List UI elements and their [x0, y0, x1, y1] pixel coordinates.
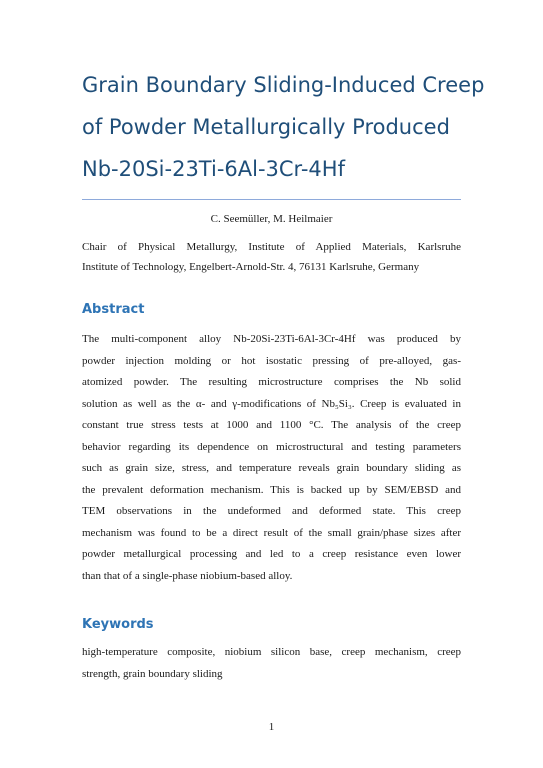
- title-line: of Powder Metallurgically Produced: [82, 115, 450, 139]
- title-line: Grain Boundary Sliding-Induced Creep: [82, 73, 485, 97]
- keywords-heading: Keywords: [82, 617, 154, 632]
- affiliation-line: Chair of Physical Metallurgy, Institute of Applied Materials, Karlsruhe: [82, 241, 461, 253]
- keywords-line: high-temperature composite, niobium silicon base, creep mechanism, creep: [82, 646, 461, 658]
- abstract-body: [82, 329, 461, 587]
- abstract-line: solution as well as the α- and γ-modifications of Nb₅Si₃. Creep is evaluated in: [82, 397, 461, 410]
- abstract-line: atomized powder. The resulting microstructure comprises the Nb solid: [82, 376, 461, 388]
- abstract-line: constant true stress tests at 1000 and 1100 °C. The analysis of the creep: [82, 419, 461, 431]
- abstract-line: than that of a single-phase niobium-based alloy.: [82, 569, 293, 582]
- abstract-line: TEM observations in the undeformed and deformed state. This creep: [82, 505, 461, 517]
- paper-title: [82, 64, 485, 190]
- abstract-line: such as grain size, stress, and temperature reveals grain boundary sliding as: [82, 462, 461, 474]
- abstract-line: the prevalent deformation mechanism. This is backed up by SEM/EBSD and: [82, 483, 461, 496]
- affiliation: [82, 237, 461, 277]
- abstract-line: powder injection molding or hot isostatic pressing of pre-alloyed, gas-: [82, 354, 461, 367]
- title-divider: [82, 199, 461, 200]
- title-line: Nb-20Si-23Ti-6Al-3Cr-4Hf: [82, 157, 345, 181]
- keywords-body: [82, 642, 461, 685]
- abstract-heading: Abstract: [82, 302, 145, 317]
- keywords-line: strength, grain boundary sliding: [82, 667, 223, 680]
- abstract-line: powder metallurgical processing and led to a creep resistance even lower: [82, 548, 461, 560]
- affiliation-line: Institute of Technology, Engelbert-Arnold-Str. 4, 76131 Karlsruhe, Germany: [82, 261, 420, 273]
- abstract-line: mechanism was found to be a direct result of the small grain/phase sizes after: [82, 526, 461, 539]
- authors: C. Seemüller, M. Heilmaier: [210, 213, 333, 225]
- abstract-line: The multi-component alloy Nb-20Si-23Ti-6Al-3Cr-4Hf was produced by: [82, 333, 461, 345]
- page-number: 1: [268, 721, 275, 733]
- abstract-line: behavior regarding its dependence on microstructural and testing parameters: [82, 440, 461, 453]
